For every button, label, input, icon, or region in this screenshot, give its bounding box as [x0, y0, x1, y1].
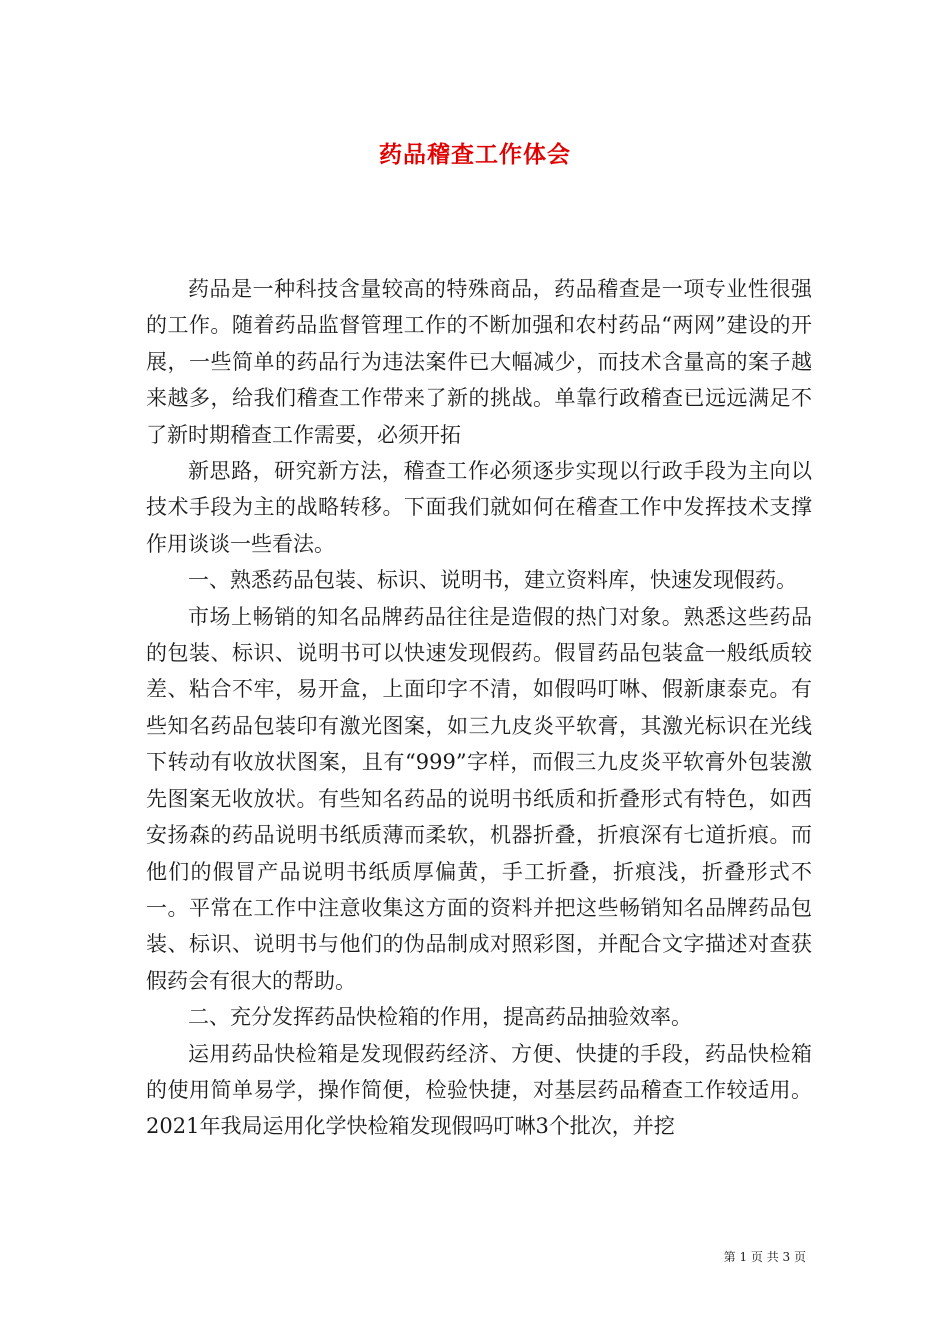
paragraph-intro: 药品是一种科技含量较高的特殊商品，药品稽查是一项专业性很强的工作。随着药品监督管理工作的不断加强和农村药品“两网”建设的开展，一些简单的药品行为违法案件已大幅减少，而技术含量高的案子越来越多，给我们稽查工作带来了新的挑战。单靠行政稽查已远远满足不了新时期稽查工作需要，必须开拓 — [146, 277, 812, 447]
section-heading-1: 一、熟悉药品包装、标识、说明书，建立资料库，快速发现假药。 — [188, 568, 797, 593]
document-body — [146, 271, 812, 1145]
document-title: 药品稽查工作体会 — [379, 141, 571, 168]
page-number: 第 1 页 共 3 页 — [723, 1250, 806, 1264]
paragraph-quick-test: 运用药品快检箱是发现假药经济、方便、快捷的手段，药品快检箱的使用简单易学，操作简便，检验快捷，对基层药品稽查工作较适用。2021年我局运用化学快检箱发现假吗叮啉3个批次，并挖 — [146, 1041, 812, 1139]
section-heading-2: 二、充分发挥药品快检箱的作用，提高药品抽验效率。 — [188, 1005, 692, 1030]
paragraph-new-approach: 新思路，研究新方法，稽查工作必须逐步实现以行政手段为主向以技术手段为主的战略转移。下面我们就如何在稽查工作中发挥技术支撑作用谈谈一些看法。 — [146, 459, 812, 556]
paragraph-packaging: 市场上畅销的知名品牌药品往往是造假的热门对象。熟悉这些药品的包装、标识、说明书可以快速发现假药。假冒药品包装盒一般纸质较差、粘合不牢，易开盒，上面印字不清，如假吗叮啉、假新康泰克。有些知名药品包装印有激光图案，如三九皮炎平软膏，其激光标识在光线下转动有收放状图案，且有“999”字样，而假三九皮炎平软膏外包装激先图案无收放状。有些知名药品的说明书纸质和折叠形式有特色，如西安扬森的药品说明书纸质薄而柔软，机器折叠，折痕深有七道折痕。而他们的假冒产品说明书纸质厚偏黄，手工折叠，折痕浅，折叠形式不一。平常在工作中注意收集这方面的资料并把这些畅销知名品牌药品包装、标识、说明书与他们的伪品制成对照彩图，并配合文字描述对查获假药会有很大的帮助。 — [146, 604, 812, 993]
